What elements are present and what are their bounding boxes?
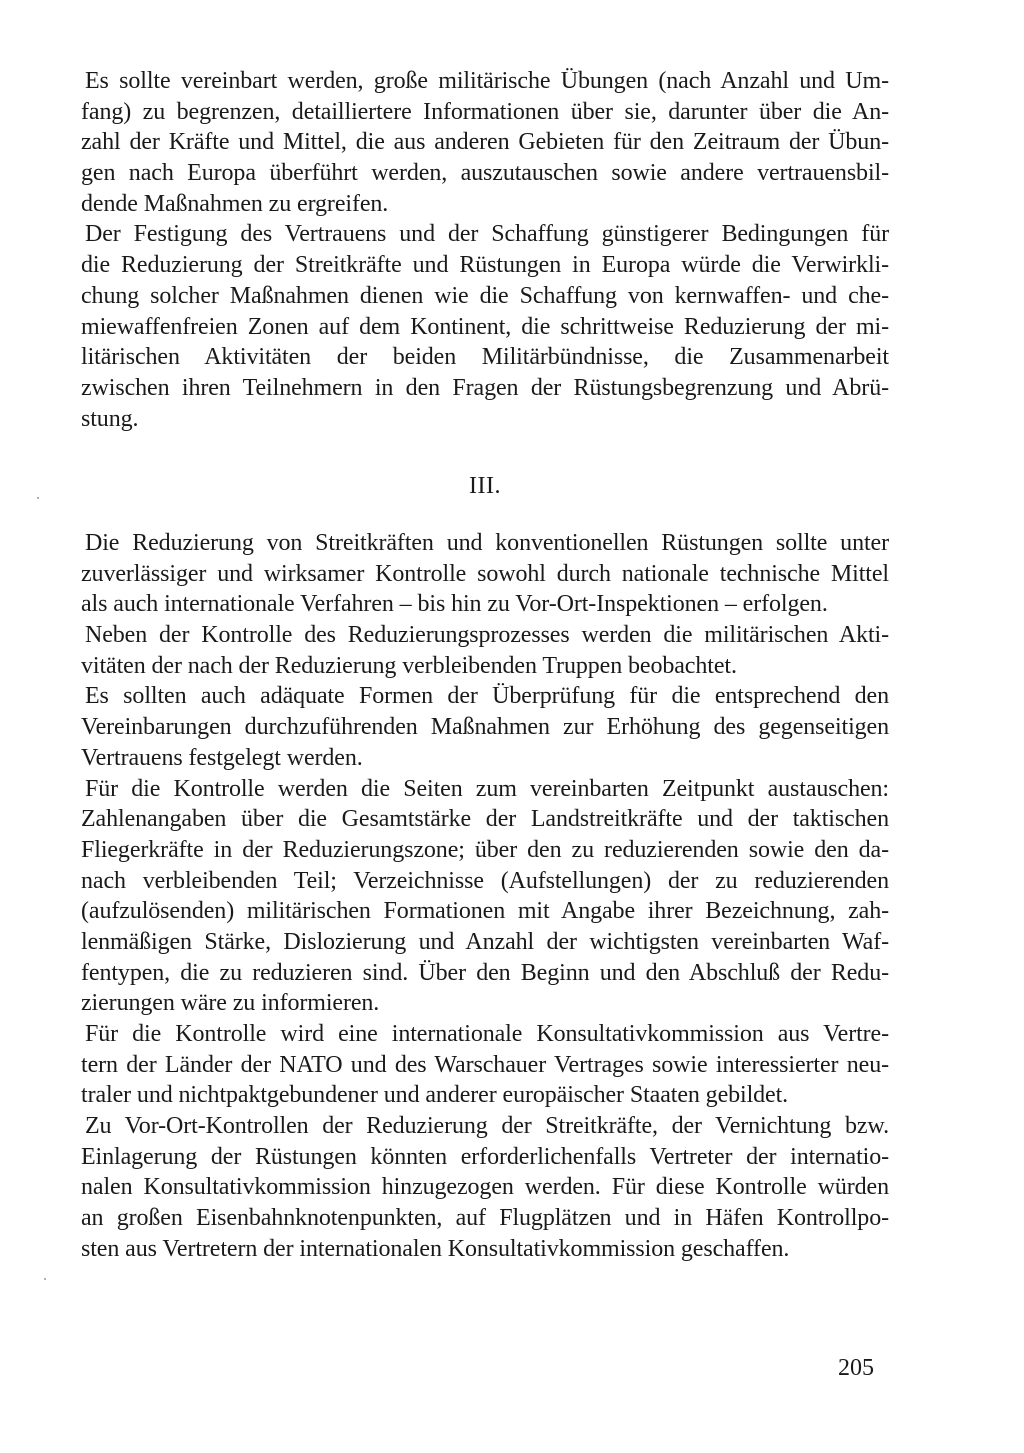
- text-line: sten aus Vertretern der internationalen Konsultativkommission geschaffen.: [81, 1235, 790, 1262]
- text-line: Einlagerung der Rüstungen könnten erforderlichenfalls Vertreter der internatio-: [81, 1143, 889, 1170]
- text-line: als auch internationale Verfahren – bis hin zu Vor-Ort-Inspektionen – erfolgen.: [81, 591, 828, 618]
- page-number: 205: [838, 1355, 874, 1381]
- text-line: Zu Vor-Ort-Kontrollen der Reduzierung der Streitkräfte, der Vernichtung bzw.: [85, 1113, 889, 1140]
- paragraph: [81, 219, 889, 434]
- text-block-bottom: [81, 528, 889, 1265]
- text-line: nalen Konsultativkommission hinzugezogen werden. Für diese Kontrolle würden: [81, 1174, 889, 1201]
- text-block-top: [81, 66, 889, 434]
- text-line: Fliegerkräfte in der Reduzierungszone; über den zu reduzierenden sowie den da-: [81, 836, 889, 863]
- paragraph: [81, 66, 889, 219]
- section-heading: III.: [469, 473, 501, 499]
- text-line: litärischen Aktivitäten der beiden Militärbündnisse, die Zusammenarbeit: [81, 344, 889, 371]
- text-line: Es sollten auch adäquate Formen der Überprüfung für die entsprechend den: [85, 683, 889, 710]
- text-line: die Reduzierung der Streitkräfte und Rüstungen in Europa würde die Verwirkli-: [81, 252, 889, 279]
- text-line: chung solcher Maßnahmen dienen wie die Schaffung von kernwaffen- und che-: [81, 282, 889, 309]
- paragraph: [81, 1111, 889, 1264]
- text-line: Die Reduzierung von Streitkräften und konventionellen Rüstungen sollte unter: [85, 530, 889, 556]
- text-line: Neben der Kontrolle des Reduzierungsprozesses werden die militärischen Akti-: [85, 622, 889, 649]
- text-line: Zahlenangaben über die Gesamtstärke der Landstreitkräfte und der taktischen: [81, 806, 889, 833]
- text-line: vitäten der nach der Reduzierung verbleibenden Truppen beobachtet.: [81, 652, 737, 679]
- text-line: an großen Eisenbahnknotenpunkten, auf Flugplätzen und in Häfen Kontrollpo-: [81, 1205, 889, 1232]
- text-line: lenmäßigen Stärke, Dislozierung und Anzahl der wichtigsten vereinbarten Waf-: [81, 928, 889, 955]
- scan-speck: [37, 497, 39, 499]
- text-line: gen nach Europa überführt werden, auszutauschen sowie andere vertrauensbil-: [81, 160, 889, 187]
- text-line: Vertrauens festgelegt werden.: [81, 744, 363, 771]
- paragraph: [81, 528, 889, 620]
- text-line: fentypen, die zu reduzieren sind. Über den Beginn und den Abschluß der Redu-: [81, 959, 889, 986]
- text-line: zuverlässiger und wirksamer Kontrolle sowohl durch nationale technische Mittel: [81, 560, 889, 587]
- text-line: miewaffenfreien Zonen auf dem Kontinent, die schrittweise Reduzierung der mi-: [81, 313, 889, 340]
- paragraph: [81, 774, 889, 1020]
- text-line: traler und nichtpaktgebundener und anderer europäischer Staaten gebildet.: [81, 1082, 789, 1109]
- text-line: (aufzulösenden) militärischen Formationen mit Angabe ihrer Bezeichnung, zah-: [81, 898, 889, 925]
- paragraph: [81, 1019, 889, 1111]
- text-line: nach verbleibenden Teil; Verzeichnisse (Aufstellungen) der zu reduzierenden: [81, 867, 889, 894]
- text-line: zierungen wäre zu informieren.: [81, 990, 380, 1017]
- text-line: dende Maßnahmen zu ergreifen.: [81, 190, 389, 217]
- text-line: stung.: [81, 405, 139, 432]
- paragraph: [81, 681, 889, 773]
- paragraph: [81, 620, 889, 681]
- text-line: tern der Länder der NATO und des Warschauer Vertrages sowie interessierter neu-: [81, 1051, 889, 1078]
- scan-speck: [44, 1278, 46, 1280]
- text-line: Es sollte vereinbart werden, große militärische Übungen (nach Anzahl und Um-: [85, 68, 889, 94]
- text-line: zwischen ihren Teilnehmern in den Fragen der Rüstungsbegrenzung und Abrü-: [81, 374, 889, 401]
- text-line: fang) zu begrenzen, detailliertere Informationen über sie, darunter über die An-: [81, 98, 889, 125]
- text-line: Der Festigung des Vertrauens und der Schaffung günstigerer Bedingungen für: [85, 221, 889, 248]
- text-line: Für die Kontrolle werden die Seiten zum vereinbarten Zeitpunkt austauschen:: [85, 775, 889, 802]
- text-line: Für die Kontrolle wird eine internationale Konsultativkommission aus Vertre-: [85, 1021, 889, 1047]
- text-line: Vereinbarungen durchzuführenden Maßnahmen zur Erhöhung des gegenseitigen: [81, 714, 889, 741]
- text-line: zahl der Kräfte und Mittel, die aus anderen Gebieten für den Zeitraum der Übun-: [81, 129, 889, 156]
